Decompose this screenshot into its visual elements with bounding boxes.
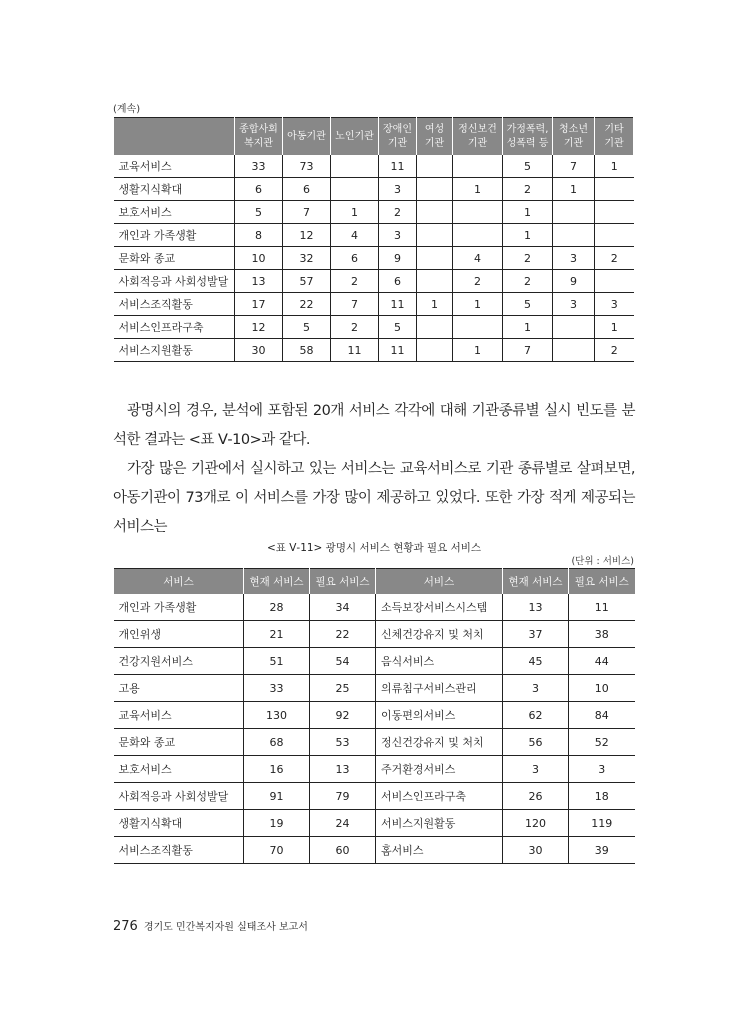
table-cell: 58 (283, 339, 331, 362)
column-header: 필요 서비스 (310, 569, 376, 595)
table-cell: 17 (235, 293, 283, 316)
table-cell (417, 201, 453, 224)
table-cell (331, 155, 379, 178)
table-cell: 54 (310, 648, 376, 675)
table-row (114, 224, 634, 247)
column-header: 정신보건 기관 (453, 118, 503, 156)
table-cell: 사회적응과 사회성발달 (114, 783, 244, 810)
table-cell: 30 (503, 837, 569, 864)
table-cell: 개인과 가족생활 (114, 224, 235, 247)
table-cell: 9 (553, 270, 595, 293)
table-cell: 84 (569, 702, 635, 729)
table-cell: 문화와 종교 (114, 247, 235, 270)
table-cell: 3 (379, 178, 417, 201)
table-cell: 5 (283, 316, 331, 339)
page-footer (113, 918, 308, 934)
table-cell: 56 (503, 729, 569, 756)
table-cell (331, 178, 379, 201)
table-cell: 34 (310, 594, 376, 621)
table-cell: 교육서비스 (114, 155, 235, 178)
table-cell (595, 178, 634, 201)
column-header: 현재 서비스 (244, 569, 310, 595)
table-cell (553, 316, 595, 339)
table-cell: 2 (331, 270, 379, 293)
table-cell: 57 (283, 270, 331, 293)
table-cell: 2 (503, 178, 553, 201)
table-cell: 서비스인프라구축 (114, 316, 235, 339)
table-cell: 62 (503, 702, 569, 729)
column-header: 종합사회 복지관 (235, 118, 283, 156)
table-caption: <표 Ⅴ-11> 광명시 서비스 현황과 필요 서비스 (266, 542, 482, 554)
table-cell: 3 (503, 675, 569, 702)
table-cell: 2 (379, 201, 417, 224)
table-cell: 53 (310, 729, 376, 756)
table-cell (553, 201, 595, 224)
table-cell: 1 (453, 339, 503, 362)
table-row (114, 837, 635, 864)
table-cell: 6 (379, 270, 417, 293)
paragraph-1: 광명시의 경우, 분석에 포함된 20개 서비스 각각에 대해 기관종류별 실시 빈도를 분석한 결과는 <표 Ⅴ-10>과 같다. (113, 403, 635, 448)
table-row (114, 339, 634, 362)
table-row (114, 594, 635, 621)
table-cell: 5 (379, 316, 417, 339)
table-cell: 홈서비스 (376, 837, 503, 864)
table-row (114, 155, 634, 178)
table-cell: 6 (283, 178, 331, 201)
table-cell: 11 (569, 594, 635, 621)
column-header: 기타 기관 (595, 118, 634, 156)
table-cell: 서비스지원활동 (376, 810, 503, 837)
table-cell: 12 (235, 316, 283, 339)
table-cell: 생활지식확대 (114, 810, 244, 837)
table-cell (453, 224, 503, 247)
table-cell (595, 270, 634, 293)
continued-label: (계속) (113, 104, 141, 115)
table-cell: 52 (569, 729, 635, 756)
table-cell: 5 (235, 201, 283, 224)
table-cell: 7 (331, 293, 379, 316)
table-cell: 소득보장서비스시스템 (376, 594, 503, 621)
table-cell: 고용 (114, 675, 244, 702)
table-cell: 주거환경서비스 (376, 756, 503, 783)
table-cell: 7 (283, 201, 331, 224)
table-cell: 11 (379, 339, 417, 362)
table-row (114, 201, 634, 224)
table-cell: 3 (569, 756, 635, 783)
table-cell: 서비스조직활동 (114, 837, 244, 864)
table-cell: 28 (244, 594, 310, 621)
table-cell: 79 (310, 783, 376, 810)
table-cell: 33 (244, 675, 310, 702)
table-cell: 32 (283, 247, 331, 270)
table-cell: 3 (553, 293, 595, 316)
table-cell: 1 (331, 201, 379, 224)
table-cell: 이동편의서비스 (376, 702, 503, 729)
table-cell: 92 (310, 702, 376, 729)
table-cell: 91 (244, 783, 310, 810)
table-cell: 70 (244, 837, 310, 864)
table-unit: (단위 : 서비스) (571, 556, 634, 567)
table-cell (453, 155, 503, 178)
table-cell (417, 224, 453, 247)
table-cell: 5 (503, 293, 553, 316)
table-cell: 6 (235, 178, 283, 201)
table-row (114, 675, 635, 702)
table-cell (453, 316, 503, 339)
table-cell: 37 (503, 621, 569, 648)
table-cell: 12 (283, 224, 331, 247)
page-number: 276 (113, 919, 138, 934)
table-cell: 7 (553, 155, 595, 178)
column-header: 노인기관 (331, 118, 379, 156)
column-header: 가정폭력, 성폭력 등 (503, 118, 553, 156)
table-cell: 4 (331, 224, 379, 247)
table-row (114, 270, 634, 293)
table-cell: 2 (595, 339, 634, 362)
table-cell: 1 (595, 316, 634, 339)
table-cell: 1 (453, 178, 503, 201)
table-cell: 10 (569, 675, 635, 702)
table-row (114, 621, 635, 648)
table-cell: 사회적응과 사회성발달 (114, 270, 235, 293)
table-cell: 11 (331, 339, 379, 362)
table-row (114, 702, 635, 729)
service-status-table (113, 568, 635, 864)
table-cell: 21 (244, 621, 310, 648)
table-row (114, 648, 635, 675)
table-cell (417, 316, 453, 339)
table-row (114, 729, 635, 756)
table-cell: 6 (331, 247, 379, 270)
table-cell: 교육서비스 (114, 702, 244, 729)
table-cell: 19 (244, 810, 310, 837)
table-cell: 119 (569, 810, 635, 837)
table-row (114, 247, 634, 270)
table-cell: 130 (244, 702, 310, 729)
column-header: 서비스 (376, 569, 503, 595)
table-cell: 33 (235, 155, 283, 178)
table-cell: 개인과 가족생활 (114, 594, 244, 621)
table-cell: 1 (417, 293, 453, 316)
table-cell: 1 (553, 178, 595, 201)
table-cell (417, 339, 453, 362)
table-cell: 2 (503, 247, 553, 270)
column-header: 아동기관 (283, 118, 331, 156)
table-cell: 2 (595, 247, 634, 270)
column-header: 장애인 기관 (379, 118, 417, 156)
table-cell (417, 270, 453, 293)
table-cell (595, 224, 634, 247)
table-cell: 4 (453, 247, 503, 270)
table-cell: 73 (283, 155, 331, 178)
table-cell: 13 (503, 594, 569, 621)
table-cell: 1 (595, 155, 634, 178)
table-row (114, 316, 634, 339)
table-cell (453, 201, 503, 224)
table-cell: 10 (235, 247, 283, 270)
table-cell: 51 (244, 648, 310, 675)
table-cell: 16 (244, 756, 310, 783)
table-row (114, 810, 635, 837)
table-cell: 2 (503, 270, 553, 293)
table-cell: 18 (569, 783, 635, 810)
column-header: 여성 기관 (417, 118, 453, 156)
table-cell: 개인위생 (114, 621, 244, 648)
table-cell (553, 339, 595, 362)
table-cell: 22 (310, 621, 376, 648)
table-cell: 정신건강유지 및 처치 (376, 729, 503, 756)
table-cell: 1 (503, 201, 553, 224)
table-cell: 생활지식확대 (114, 178, 235, 201)
table-cell: 신체건강유지 및 처치 (376, 621, 503, 648)
table-header-row (114, 569, 635, 595)
column-header: 필요 서비스 (569, 569, 635, 595)
table-cell: 음식서비스 (376, 648, 503, 675)
table-row (114, 178, 634, 201)
table-cell (417, 178, 453, 201)
table-cell: 3 (595, 293, 634, 316)
table-cell: 보호서비스 (114, 201, 235, 224)
column-header (114, 118, 235, 156)
table-cell: 38 (569, 621, 635, 648)
table-cell: 22 (283, 293, 331, 316)
table-cell: 3 (503, 756, 569, 783)
table-cell: 11 (379, 293, 417, 316)
table-cell: 건강지원서비스 (114, 648, 244, 675)
table-cell (553, 224, 595, 247)
table-cell: 24 (310, 810, 376, 837)
table-cell: 120 (503, 810, 569, 837)
table-cell: 8 (235, 224, 283, 247)
table-cell: 5 (503, 155, 553, 178)
footer-title: 경기도 민간복지자원 실태조사 보고서 (143, 922, 308, 933)
agency-service-table (113, 117, 634, 362)
table-cell: 68 (244, 729, 310, 756)
table-cell (417, 247, 453, 270)
table-row (114, 756, 635, 783)
table-cell: 26 (503, 783, 569, 810)
table-cell: 7 (503, 339, 553, 362)
column-header: 현재 서비스 (503, 569, 569, 595)
table-cell: 2 (453, 270, 503, 293)
table-cell: 11 (379, 155, 417, 178)
table-cell (595, 201, 634, 224)
table-cell: 60 (310, 837, 376, 864)
body-text (113, 397, 635, 542)
table-cell: 25 (310, 675, 376, 702)
table-cell: 30 (235, 339, 283, 362)
table-cell: 1 (503, 316, 553, 339)
table-cell: 서비스인프라구축 (376, 783, 503, 810)
table-cell: 44 (569, 648, 635, 675)
table-cell: 13 (235, 270, 283, 293)
table-cell: 3 (379, 224, 417, 247)
table-row (114, 783, 635, 810)
table-cell: 문화와 종교 (114, 729, 244, 756)
column-header: 청소년 기관 (553, 118, 595, 156)
table-cell: 1 (453, 293, 503, 316)
table-header-row (114, 118, 634, 156)
table-cell: 의류침구서비스관리 (376, 675, 503, 702)
table-row (114, 293, 634, 316)
column-header: 서비스 (114, 569, 244, 595)
table-cell: 보호서비스 (114, 756, 244, 783)
table-cell: 13 (310, 756, 376, 783)
table-cell: 39 (569, 837, 635, 864)
table-cell: 1 (503, 224, 553, 247)
table-cell: 9 (379, 247, 417, 270)
table-cell: 서비스지원활동 (114, 339, 235, 362)
paragraph-2: 가장 많은 기관에서 실시하고 있는 서비스는 교육서비스로 기관 종류별로 살펴보면, 아동기관이 73개로 이 서비스를 가장 많이 제공하고 있었다. 또한 가장 적게 제공되는 서비스는 (113, 461, 635, 535)
table-cell (417, 155, 453, 178)
table-cell: 서비스조직활동 (114, 293, 235, 316)
table-cell: 45 (503, 648, 569, 675)
table-cell: 2 (331, 316, 379, 339)
table-cell: 3 (553, 247, 595, 270)
